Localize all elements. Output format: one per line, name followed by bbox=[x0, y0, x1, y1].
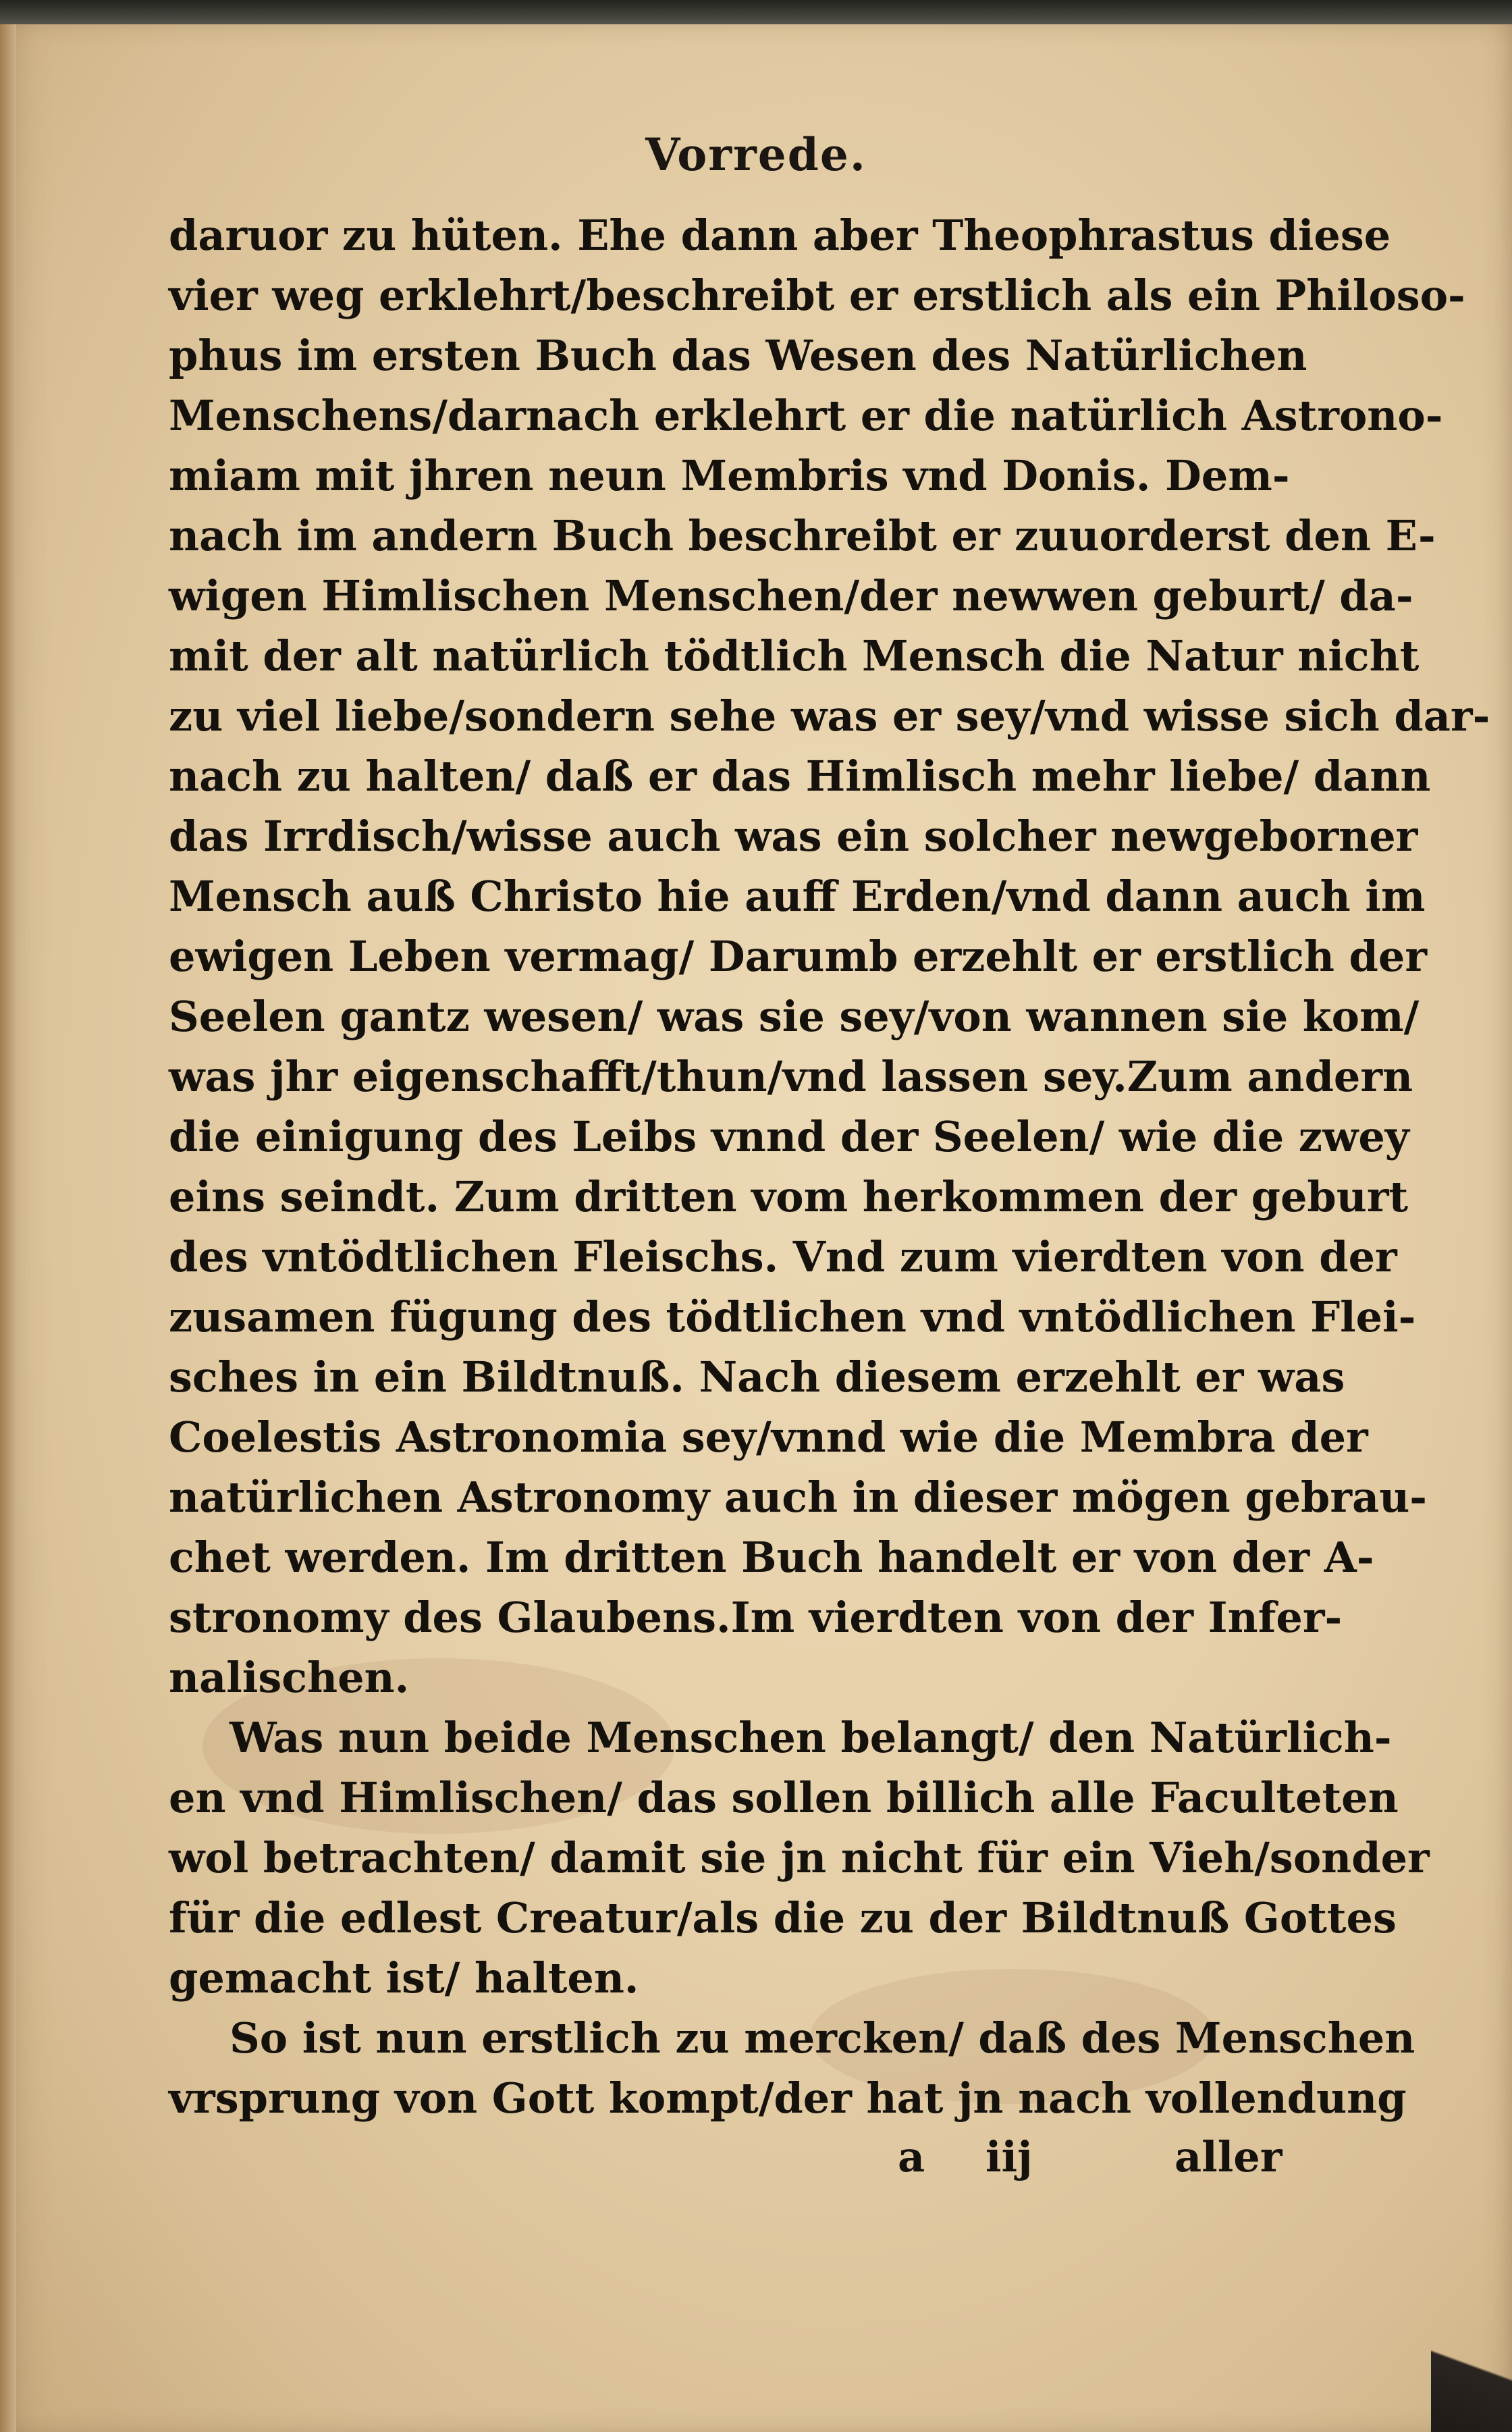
text-line: phus im ersten Buch das Wesen des Natürlichen bbox=[169, 331, 1307, 380]
text-line: stronomy des Glaubens.Im vierdten von der Infer- bbox=[169, 1593, 1343, 1642]
paragraph-line: wol betrachten/ damit sie jn nicht für ein Vieh/sonder bbox=[169, 1833, 1430, 1882]
text-line: zu viel liebe/sondern sehe was er sey/vnd wisse sich dar- bbox=[169, 691, 1490, 741]
text-line: ewigen Leben vermag/ Darumb erzehlt er erstlich der bbox=[169, 932, 1427, 981]
text-line: zusamen fügung des tödtlichen vnd vntödlichen Flei- bbox=[169, 1292, 1416, 1342]
text-line: daruor zu hüten. Ehe dann aber Theophrastus diese bbox=[169, 211, 1391, 260]
text-line: was jhr eigenschafft/thun/vnd lassen sey.Zum andern bbox=[169, 1052, 1413, 1101]
paragraph-line: für die edlest Creatur/als die zu der Bildtnuß Gottes bbox=[169, 1893, 1397, 1942]
paragraph-line: So ist nun erstlich zu mercken/ daß des Menschen bbox=[230, 2013, 1415, 2063]
text-line: natürlichen Astronomy auch in dieser mögen gebrau- bbox=[169, 1473, 1428, 1522]
signature-number: iij bbox=[986, 2132, 1033, 2182]
paragraph-line: gemacht ist/ halten. bbox=[169, 1953, 639, 2003]
text-line: sches in ein Bildtnuß. Nach diesem erzehlt er was bbox=[169, 1352, 1345, 1402]
body-text bbox=[169, 205, 1490, 2128]
text-line: wigen Himlischen Menschen/der newwen geburt/ da- bbox=[169, 571, 1413, 620]
paragraph-line: en vnd Himlischen/ das sollen billich alle Faculteten bbox=[169, 1773, 1399, 1822]
text-line: Menschens/darnach erklehrt er die natürlich Astrono- bbox=[169, 391, 1443, 440]
text-line: mit der alt natürlich tödtlich Mensch die Natur nicht bbox=[169, 631, 1420, 681]
catchword: aller bbox=[1174, 2132, 1282, 2182]
paragraph-line: vrsprung von Gott kompt/der hat jn nach vollendung bbox=[169, 2073, 1407, 2123]
text-line: Coelestis Astronomia sey/vnnd wie die Membra der bbox=[169, 1412, 1368, 1462]
page-header: Vorrede. bbox=[645, 128, 867, 181]
text-line: die einigung des Leibs vnnd der Seelen/ wie die zwey bbox=[169, 1112, 1409, 1161]
text-line: nalischen. bbox=[169, 1653, 410, 1702]
paragraph-line: Was nun beide Menschen belangt/ den Natürlich- bbox=[230, 1713, 1392, 1762]
text-line: des vntödtlichen Fleischs. Vnd zum vierdten von der bbox=[169, 1232, 1397, 1281]
text-line: Seelen gantz wesen/ was sie sey/von wannen sie kom/ bbox=[169, 992, 1420, 1041]
page-corner-shadow bbox=[1431, 2324, 1512, 2432]
text-line: das Irrdisch/wisse auch was ein solcher newgeborner bbox=[169, 812, 1418, 861]
text-line: Mensch auß Christo hie auff Erden/vnd dann auch im bbox=[169, 872, 1426, 921]
text-line: miam mit jhren neun Membris vnd Donis. Dem- bbox=[169, 451, 1290, 500]
text-line: nach im andern Buch beschreibt er zuuorderst den E- bbox=[169, 511, 1436, 560]
text-line: vier weg erklehrt/beschreibt er erstlich als ein Philoso- bbox=[169, 271, 1465, 320]
page-gutter bbox=[0, 24, 16, 2432]
text-line: nach zu halten/ daß er das Himlisch mehr liebe/ dann bbox=[169, 751, 1431, 801]
signature-mark: a bbox=[898, 2132, 925, 2182]
text-line: chet werden. Im dritten Buch handelt er von der A- bbox=[169, 1533, 1374, 1582]
text-line: eins seindt. Zum dritten vom herkommen der geburt bbox=[169, 1172, 1409, 1221]
